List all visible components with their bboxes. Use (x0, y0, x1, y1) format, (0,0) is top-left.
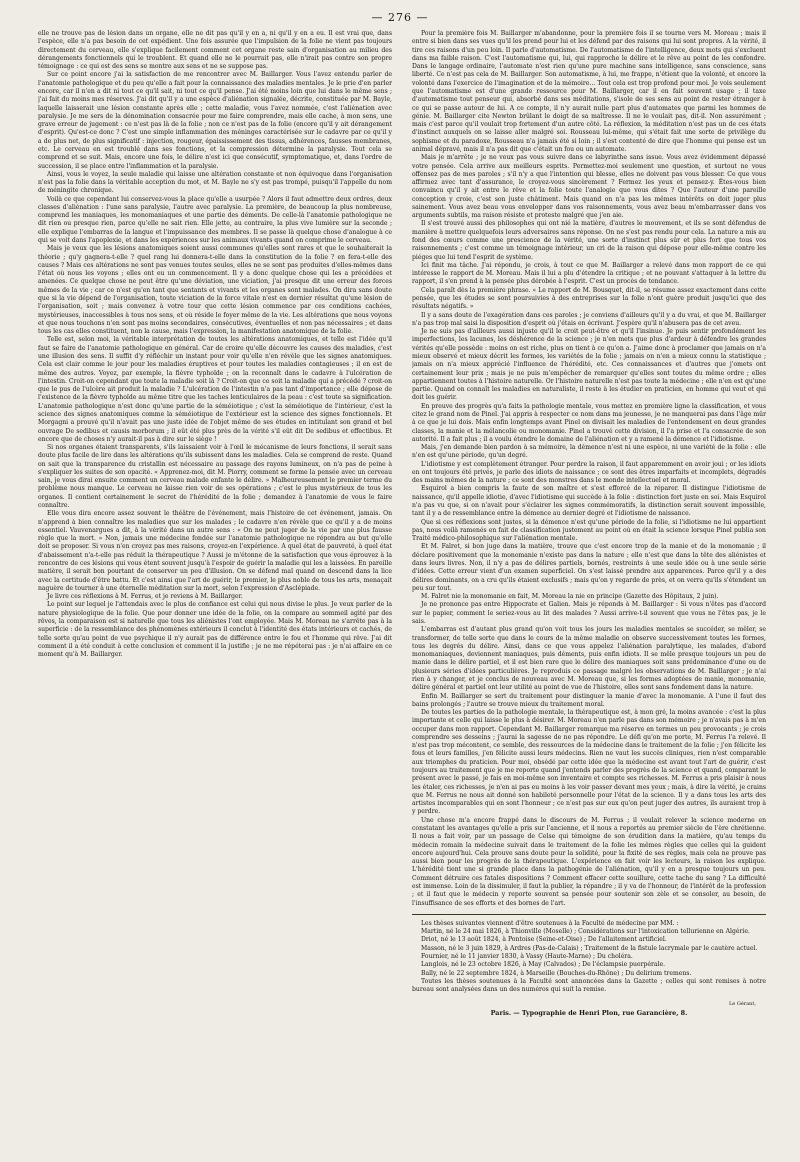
paragraph: L'idiotisme y est complètement étranger. Pour perdre la raison, il faut apparemment en avoir joui ; or les idiots en ont toujours été privés, je parle des idiots de naissance ; ce sont des êtres imparfaits et incomplets, dégradés des mains mêmes de la nature ; ce sont des monstres dans le monde intellectuel et moral. (412, 460, 766, 485)
paragraph: M. Falret nie la monomanie en fait, M. Moreau la nie en principe (Gazette des Hôpitaux, 2 juin). (421, 593, 719, 601)
paragraph: Voilà ce que cependant lui conservez-vous la place qu'elle a usurpée ? Alors il faut admettre deux ordres, deux classes d'aliénation : l'une sans paralysie, l'autre avec paralysie. La première, de beaucoup la plus nombreuse, comprend les maniaques, les monomaniaques et une partie des déments. De celle-là l'anatomie pathologique ne dit rien ou presque rien, parce qu'elle ne sait rien. Elle jette, au contraire, la plus vive lumière sur la seconde ; elle explique l'embarras de la langue et l'impuissance des membres. Il se passe là quelque chose d'analogue à ce qui se voit dans l'apoplexie, et dans les expériences sur les animaux vivants quand on comprime le cerveau. (38, 195, 392, 245)
paragraph: Cela paraît dès la première phrase. « Le rapport de M. Bousquet, dit-il, se résume assez exactement dans cette pensée, que les études se sont poursuivies à des entreprises sur la folie n'ont guère produit jusqu'ici que des résultats négatifs. » (412, 286, 766, 311)
thesis-entry: Bally, né le 22 septembre 1824, à Marseille (Bouches-du-Rhône) ; Du delirium tremens. (421, 969, 692, 977)
paragraph: Il y a sans doute de l'exagération dans ces paroles ; je conviens d'ailleurs qu'il y a du vrai, et que M. Baillarger n'a pas trop mal saisi la disposition d'esprit où j'étais en écrivant. J'espère qu'il n'abusera pas de cet aveu. (412, 311, 766, 327)
paragraph: Elle vous dira encore assez souvent le théâtre de l'événement, mais l'histoire de cet événement, jamais. On n'apprend à bien connaître les maladies que sur les malades ; le cadavre n'en révèle que ce qu'il y a de moins essentiel. Vauvenargues a dit, à la vérité dans un autre sens : « On ne peut juger de la vie par une plus fausse règle que la mort. » Non, jamais une médecine fondée sur l'anatomie pathologique ne répondra au but qu'elle doit se proposer. Si vous n'en croyez pas mes raisons, croyez-en l'expérience. A quel état de pauvreté, à quel état d'abaissement n'a-t-elle pas réduit la thérapeutique ? Aussi je m'étonne de la satisfaction que vous éprouvez à la rencontre de ces lésions qui vous étent souvent jusqu'à l'espoir de guérir la maladie qui les a laissées. En pareille matière, il serait bon pourtant de conserver un peu d'illusion. On se défend mal quand on descend dans la lice avec la certitude d'être battu. Et c'est ainsi que l'art de guérir, le premier, le plus noble de tous les arts, menaçait naguère de tourner à une éternelle méditation sur la mort, selon l'expression d'Asclépiade. (38, 510, 392, 592)
thesis-entry: Martin, né le 24 mai 1826, à Thionville (Moselle) ; Considérations sur l'intoxication tellurienne en Algérie. (421, 928, 750, 936)
paragraph: Je livre ces réflexions à M. Ferrus, et je reviens à M. Baillarger. (47, 593, 243, 601)
paragraph: Mais, j'en demande bien pardon à sa mémoire, la démence n'est ni une espèce, ni une variété de la folie : elle n'en est qu'une période, qu'un degré. (412, 444, 766, 460)
paragraph: Si nos organes étaient transparents, s'ils laissaient voir à l'œil le mécanisme de leurs fonctions, il serait sans doute plus facile de lire dans les altérations qu'ils subissent dans les maladies. Cela se comprend de reste. Quand on sait que la transparence du cristallin est nécessaire au passage des rayons lumineux, on n'a pas de peine à s'expliquer les suites de son opacité. « Apprenez-moi, dit M. Piorry, comment se forme la pensée avec un cerveau sain, je vous dirai ensuite comment un cerveau malade enfante le délire. » Malheureusement le premier terme du problème nous manque. Le cerveau ne laisse rien voir de ses opérations ; c'est le plus mystérieux de tous les organes. Il contient certainement le secret de l'hérédité de la folie ; demandez à l'anatomie de vous le faire connaître. (38, 444, 392, 510)
paragraph: De toutes les parties de la pathologie mentale, la thérapeutique est, à mon gré, la moins avancée : c'est la plus importante et celle qui laisse le plus à désirer. M. Moreau n'en parle pas dans son mémoire ; je n'avais pas à m'en occuper dans mon rapport. Cependant M. Baillarger remarque ma réserve en termes un peu provocants ; je crois comprendre ses desseins ; j'aurai la sagesse de ne pas répondre. Le défi qu'on me porte, M. Ferrus l'a relevé. Il n'est pas trop mécontent, ce semble, des ressources de la médecine dans le traitement de la folie ; j'en félicite les fous et leurs familles, j'en félicite aussi leurs médecins. Rien ne vaut les succès cliniques, rien n'est comparable aux triomphes du praticien. Pour moi, obsédé par cette idée que la médecine est avant tout l'art de guérir, c'est toujours au traitement que je me reporte quand j'entends parler des progrès de la science et quand, comparant le présent avec le passé, je fais en moi-même son inventaire et compte ses richesses. M. Ferrus a pris plaisir à nous les étaler, ces richesses, je n'en ai pas eu moins à les voir passer devant mes yeux ; mais, à dire la vérité, je crains que M. Ferrus ne nous ait donné son habileté personnelle pour l'état de la science. Il y a dans tous les arts des artistes incomparables qui en sont l'honneur ; ce n'est pas sur eux qu'on peut juger des autres, ils auraient trop à y perdre. (412, 709, 766, 816)
thesis-entry: Driot, né le 13 août 1824, à Pontoise (Seine-et-Oise) ; De l'allaitement artificiel. (421, 936, 667, 944)
paragraph: Et M. Falret, si bon juge dans la matière, trouve que c'est encore trop de la manie et de la monomanie ; il déclare positivement que la monomanie n'existe pas dans la nature ; elle n'est que dans la tête des aliénistes et dans leurs livres. Non, il n'y a pas de délires partiels, bornés, restreints à une seule idée ou à une seule série d'idées. Cette erreur vient d'un examen superficiel. On s'est laissé prendre aux apparences. Parce qu'il y a des délires dominants, on a cru qu'ils étaient exclusifs ; mais qu'on y regarde de près, et on verra qu'ils s'étendent un peu sur tout. (412, 543, 766, 592)
paragraph: Sur ce point encore j'ai la satisfaction de me rencontrer avec M. Baillarger. Vous l'avez entendu parler de l'anatomie pathologique et du peu qu'elle a fait pour la connaissance des maladies mentales. Je le prie d'en parler encore, car il n'en a dit ni tout ce qu'il sait, ni tout ce qu'il pense. J'ai été moins loin que lui dans le même sens ; j'ai fait du moins mes réserves. J'ai dit qu'il y a une espèce d'aliénation signalée, décrite, constituée par M. Bayle, laquelle laisserait une lésion constante après elle ; cette maladie, vous l'avez nommée, c'est l'aliénation avec paralysie. Je me sers de la dénomination consacrée pour me faire comprendre, mais elle cache, à mon sens, une grave erreur de jugement : ce n'est pas là de la folie ; non ce n'est pas de la folie (encore qu'il y ait dérangement d'esprit). Qu'est-ce donc ? C'est une simple inflammation des méninges caractérisée sur le cadavre par ce qu'il y a de plus net, de plus significatif : injection, rougeur, épaississement des tissus, adhérences, fausses membranes, etc. Le cerveau en est troublé dans ses fonctions, et la compression détermine la paralysie. Tout cela se comprend et se suit. Mais, encore une fois, le délire n'est ici que consécutif, symptomatique, et, dans l'ordre de succession, il se place entre l'inflammation et la paralysie. (38, 71, 392, 170)
paragraph: Que si ces réflexions sont justes, si la démence n'est qu'une période de la folie, si l'idiotisme ne lui appartient pas, nous voilà ramenés en fait de classification justement au point où en était la science lorsque Pinel publia son Traité médico-philosophique sur l'aliénation mentale. (412, 518, 766, 543)
paragraph: Telle est, selon moi, la véritable interprétation de toutes les altérations anatomiques, et telle est l'idée qu'il faut se faire de l'anatomie pathologique en général. Car de croire qu'elle découvre les causes des maladies, c'est une illusion des sens. Il suffit d'y réfléchir un instant pour voir qu'elle n'en révèle que les signes anatomiques. Cela est clair comme le jour pour les maladies éruptives et pour toutes les maladies contagieuses ; il en est de même des autres. Voyez, par exemple, la fièvre typhoïde ; on la reconnaît dans le cadavre à l'ulcération de l'intestin. Croit-on cependant que toute la maladie soit là ? Croit-on que ce soit la maladie qui a précédé ? croit-on que le pus de l'ulcère ait produit la maladie ? L'ulcération de l'intestin n'a pas tant d'importance ; elle dépose de l'existence de la fièvre typhoïde au même titre que les taches lenticulaires de la peau : c'est toute sa signification. L'anatomie pathologique n'est donc qu'une partie de la séméiotique ; c'est la séméiotique de l'intérieur, c'est la science des signes anatomiques comme la séméiotique de l'extérieur est la science des signes fonctionnels. Et Morgagni a prouvé qu'il n'avait pas une juste idée de l'objet même de ses études en intitulant son grand et bel ouvrage De sedibus et causis morborum ; il eût été plus près de la vérité s'il eût dit De sedibus et effectibus. Et encore que de choses n'y aurait-il pas à dire sur le siège ! (38, 336, 392, 443)
paragraph: Mais je veux que les lésions anatomiques soient aussi communes qu'elles sont rares et que le souhaiterait la théorie ; qu'y gagnera-t-elle ? quel rang lui donnera-t-elle dans la constitution de la folie ? en fera-t-elle des causes ? Mais ces altérations ne sont pas venues toutes seules, elles ne se sont pas produites d'elles-mêmes dans l'état où nous les voyons ; elles ont eu un commencement. Il y a donc quelque chose qui les a précédées et amenées. Ce quelque chose ne peut être qu'une déviation, une viciation, j'ai presque dit une erreur des forces mêmes de la vie ; car ce n'est qu'en tant que sentants et vivants et les organes sont malades. On dira sans doute que si la vie dépend de l'organisation, toute viciation de la force vitale n'est en dernier résultat qu'une lésion de l'organisation, soit ; mais convenez à votre tour que cette lésion commence par ces conditions cachées, mystérieuses, inaccessibles à tous nos sens, et où réside le foyer même de la vie. Les altérations que nous voyons et que nous touchons n'en sont pas moins secondaires, consécutives, éventuelles et non pas nécessaires ; et dans tous les cas elles constituent, non la cause, mais l'expression, la manifestation anatomique de la folie. (38, 245, 392, 336)
paragraph: Ici finit ma tâche. J'ai répondu, je crois, à tout ce que M. Baillarger a relevé dans mon rapport de ce qui intéresse le rapport de M. Moreau. Mais il lui a plu d'étendre la critique ; et ne pouvant s'attaquer à la lettre du rapport, il s'en prend à la pensée plus dérobée à l'esprit. C'est un procès de tendance. (412, 261, 766, 286)
paragraph: elle ne trouve pas de lésion dans un organe, elle ne dit pas qu'il y en a, ni qu'il y en a eu. Il est vrai que, dans l'espèce, elle n'a pas besoin de cet expédient. Une fois assurée que l'impulsion de la folie ne vient pas toujours directement du cerveau, elle s'explique facilement comment cet organe reste sain d'organisation au milieu des dérangements fonctionnels qui le troublent. Et quand elle ne le pourrait pas, elle n'irait pas contre son propre témoignage : ce qui est des sens se montre aux sens et ne se suppose pas. (38, 30, 392, 71)
printer-line: Paris. — Typographie de Henri Plon, rue Garancière, 8. (490, 1008, 688, 1017)
paragraph: L'embarras est d'autant plus grand qu'on voit tous les jours les maladies mentales se succéder, se mêler, se transformer, de telle sorte que dans le cours de la même maladie on observe successivement toutes les formes, tous les degrés du délire. Ainsi, dans ce que vous appelez l'aliénation paralytique, les malades, d'abord monomaniaques, deviennent maniaques, puis déments, puis enfin idiots. Il se mêle presque toujours un peu de manie dans le délire partiel, et il est bien rare que le délire des maniaques soit sans prédominance d'une ou de plusieurs séries d'idées particulières. Je reproduis ce passage malgré les observations de M. Baillarger ; je n'ai rien à y changer, et je conclus de nouveau avec M. Moreau que, si les formes adoptées de manie, monomanie, délire général et partiel ont leur utilité au point de vue de l'histoire, elles sont sans fondement dans la nature. (412, 626, 766, 692)
paragraph: Il s'est trouvé aussi des philosophes qui ont nié la matière, d'autres le mouvement, et ils se sont défendus de manière à mettre quelquefois leurs adversaires sans réponse. On ne s'est pas rendu pour cela. La nature a mis au fond des cœurs comme une prescience de la vérité, une sorte d'instinct plus sûr et plus fort que tous vos raisonnements ; c'est comme un témoignage intérieur, un cri de la raison qui dépose pour elle-même contre les piéges que lui tend l'esprit de système. (412, 220, 766, 261)
section-divider (412, 914, 766, 915)
page-number: — 276 — (371, 11, 429, 24)
paragraph: Enfin M. Baillarger se sert du traitement pour distinguer la manie d'avec la monomanie. A l'une il faut des bains prolongés ; l'autre se trouve mieux du traitement moral. (412, 692, 766, 708)
thesis-entry: Masson, né le 3 juin 1829, à Ardres (Pas-de-Calais) ; Traitement de la fistule lacrymale par le cautère actuel. (421, 944, 758, 952)
manager-label: Le Gérant, (728, 1001, 756, 1008)
imprint (412, 1000, 766, 1017)
paragraph: Esquirol a bien compris la faute de son maître et s'est efforcé de la réparer. Il distingue l'idiotisme de naissance, qu'il appelle idiotie, d'avec l'idiotisme qui succède à la folie : distinction fort juste en soi. Mais Esquirol n'a pas vu que, si on n'avait pour s'éclairer les signes commémoratifs, la distinction serait souvent impossible, tant il y a de ressemblance entre la démence au dernier degré et l'idiotisme de naissance. (412, 485, 766, 518)
thesis-entry: Fournier, né le 11 janvier 1830, à Vassy (Haute-Marne) ; Du choléra. (421, 952, 633, 960)
paragraph: Je ne prononce pas entre Hippocrate et Galien. Mais je réponds à M. Baillarger : Si vous n'êtes pas d'accord sur le papier, comment le seriez-vous au lit des malades ? Aussi arrive-t-il souvent que vous ne l'êtes pas, je le sais. (412, 601, 766, 625)
paragraph: Le point sur lequel je l'attendais avec le plus de confiance est celui qui nous divise le plus. Je veux parler de la nature physiologique de la folie. Que pour donner une idée de la folie, on la compare au sommeil agité par des rêves, la comparaison est si naturelle que tous les aliénistes l'ont employée. Mais M. Moreau ne s'arrête pas à la superficie : de la ressemblance des phénomènes extérieurs il conclut à l'identité des états intérieurs et cachés, de telle sorte qu'au point de vue psychique il n'y aurait pas de différence entre le fou et l'homme qui rêve. J'ai dit comment il a été conduit à cette conclusion et comment il la justifie ; je ne me répéterai pas : je n'ai affaire en ce moment qu'à M. Baillarger. (38, 601, 392, 659)
left-column (38, 30, 392, 1130)
paragraph: Mais je m'arrête ; je ne veux pas vous suivre dans ce labyrinthe sans issue. Vous avez évidemment dépassé votre pensée. Cela arrive aux meilleurs esprits. Permettez-moi seulement une question, et surtout ne vous offensez pas de mes paroles ; s'il n'y a que l'intention qui blesse, elles ne doivent pas vous blesser. Ce que vous affirmez avec tant d'assurance, le croyez-vous sincèrement ? Fermez les yeux et pensez-y. Êtes-vous bien convaincu qu'il y ait entre le rêve et la folie toute l'analogie que vous dites ? Que l'auteur d'une pareille conception y croie, c'est son juste châtiment. Mais quand on n'a pas les mêmes intérêts on doit juger plus sainement. Vous avez beau vous envelopper dans vos raisonnements, vous avez beau m'embarrasser dans vos arguments subtils, ma raison résiste et proteste malgré que j'en aie. (412, 154, 766, 220)
thesis-entry: Langlois, né le 23 octobre 1826, à May (Calvados) ; De l'éclampsie puerpérale. (421, 961, 666, 969)
paragraph: Une chose m'a encore frappé dans le discours de M. Ferrus ; il voulait relever la science moderne en constatant les avantages qu'elle a pris sur l'ancienne, et il nous a reportés au premier siècle de l'ère chrétienne. Il nous a fait voir, par un passage de Celse qui témoigne de son érudition dans la matière, qu'au temps du médecin romain la médecine suivait dans le traitement de la folie les mêmes règles que celles qui la guident encore aujourd'hui. Cela prouve sans doute pour la solidité, pour la fixité de ses règles, mais cela ne prouve pas aussi bien pour les progrès de la thérapeutique. L'expérience en fait voir les lecteurs, la raison les explique. L'hérédité tient une si grande place dans la pathogénie de l'aliénation, qu'il y en a presque toujours un peu. Comment détruire ces fatales dispositions ? Comment effacer cette souillure, cette tache du sang ? La difficulté est immense. Loin de la dissimuler, il faut la publier, la répandre ; il y va de l'honneur, de l'intérêt de la profession ; et il faut que le médecin y reporte souvent sa pensée pour soutenir son zèle et se consoler, au besoin, de l'insuffisance de ses efforts et des bornes de l'art. (412, 816, 766, 907)
right-column (412, 30, 766, 1130)
paragraph: Pour la première fois M. Baillarger m'abandonne, pour la première fois il se tourne vers M. Moreau ; mais il entre si bien dans ses vues qu'il les prend pour lui et les défend par des raisons qui lui sont propres. A la vérité, il tire ces raisons d'un peu loin. Il parle d'automatisme. De l'automatisme de l'intelligence, deux mots qui s'excluent dans ma faible raison. C'est l'automatisme qui, lui, qui rapproche le délire et le rêve au point de les confondre. Dans le langage ordinaire, l'automate n'est rien qu'une pure machine sans intelligence, sans conscience, sans liberté. Ce n'est pas cela de M. Baillarger. Son automatisme, à lui, me frappe, n'étient que la volonté, et encore la volonté dans l'exercice de l'imagination et de la mémoire... Tout cela est trop profond pour moi. Je vois seulement que l'automatisme est d'une grande ressource pour M. Baillarger, car il en fait souvent usage ; il taxe d'automatisme tout penseur qui, absorbé dans ses méditations, s'isole de ses sens au point de rester étranger à ce qui se passe autour de lui. A ce compte, il n'y aurait nulle part plus d'automates que parmi les hommes de génie. M. Baillarger cite Newton brûlant le doigt de sa maîtresse. Il ne le voulait pas, dit-il. Non assurément ; mais c'est parce qu'il voulait trop fortement d'un autre côté. La réflexion, la méditation n'est pas un de ces états d'instinct auxquels on se laisse aller malgré soi. Rousseau lui-même, qui s'était fait une sorte de privilège du sophisme et du paradoxe, Rousseau n'a jamais été si loin ; il s'est contenté de dire que l'homme qui pense est un animal dépravé, mais il n'a pas dit que c'était un fou ou un automate. (412, 30, 766, 153)
paragraph: Ainsi, vous le voyez, la seule maladie qui laisse une altération constante et non équivoque dans l'organisation n'est pas la folie dans la véritable acception du mot, et M. Bayle ne s'y est pas trompé, puisqu'il l'appelle du nom de méningite chronique. (38, 170, 392, 195)
paragraph: Je ne suis pas d'ailleurs aussi injuste qu'il le croit peut-être et qu'il l'insinue. Je puis sentir profondément les imperfections, les lacunes, les déshérence de la science ; je n'en mets que plus d'ardeur à défendre les grandes vérités qu'elle possède : moins on est riche, plus on tient à ce qu'on a. J'aime donc à proclamer que jamais on n'a mieux observé et mieux décrit les formes, les variétés de la folie ; jamais on n'en a mieux connu la statistique ; jamais on n'a mieux apprécié l'influence de l'hérédité, etc. Ces connaissances et d'autres que j'omets ont certainement leur prix ; mais je ne puis m'empêcher de remarquer qu'elles sont toutes du même ordre ; elles appartiennent toutes à l'histoire naturelle. Or l'histoire naturelle n'est pas toute la médecine ; elle n'en est qu'une partie. Quand on connaît les maladies en naturaliste, il reste à les étudier en praticien, en homme qui veut et qui doit les guérir. (412, 328, 766, 402)
theses-intro: Les thèses suivantes viennent d'être soutenues à la Faculté de médecine par MM. : (421, 919, 679, 927)
theses-closing: Toutes les thèses soutenues à la Faculté sont annoncées dans la Gazette ; celles qui sont remises à notre bureau sont analysées dans un des numéros qui suit la remise. (412, 977, 766, 994)
paragraph: En preuve des progrès qu'a faits la pathologie mentale, vous mettez en première ligne la classification, et vous citez le grand nom de Pinel. J'ai appris à respecter ce nom dans ma jeunesse, je ne manquerai pas dans l'âge mûr à ce que je lui dois. Mais enfin longtemps avant Pinel on divisait les maladies de l'entendement en deux grandes classes, la manie et la mélancolie ou monomanie. Pinel a trouvé cette division, il l'a prise et l'a consacrée de son autorité. Il a fait plus ; il a voulu étendre le domaine de l'aliénation et y a ramené la démence et l'idiotisme. (412, 402, 766, 443)
